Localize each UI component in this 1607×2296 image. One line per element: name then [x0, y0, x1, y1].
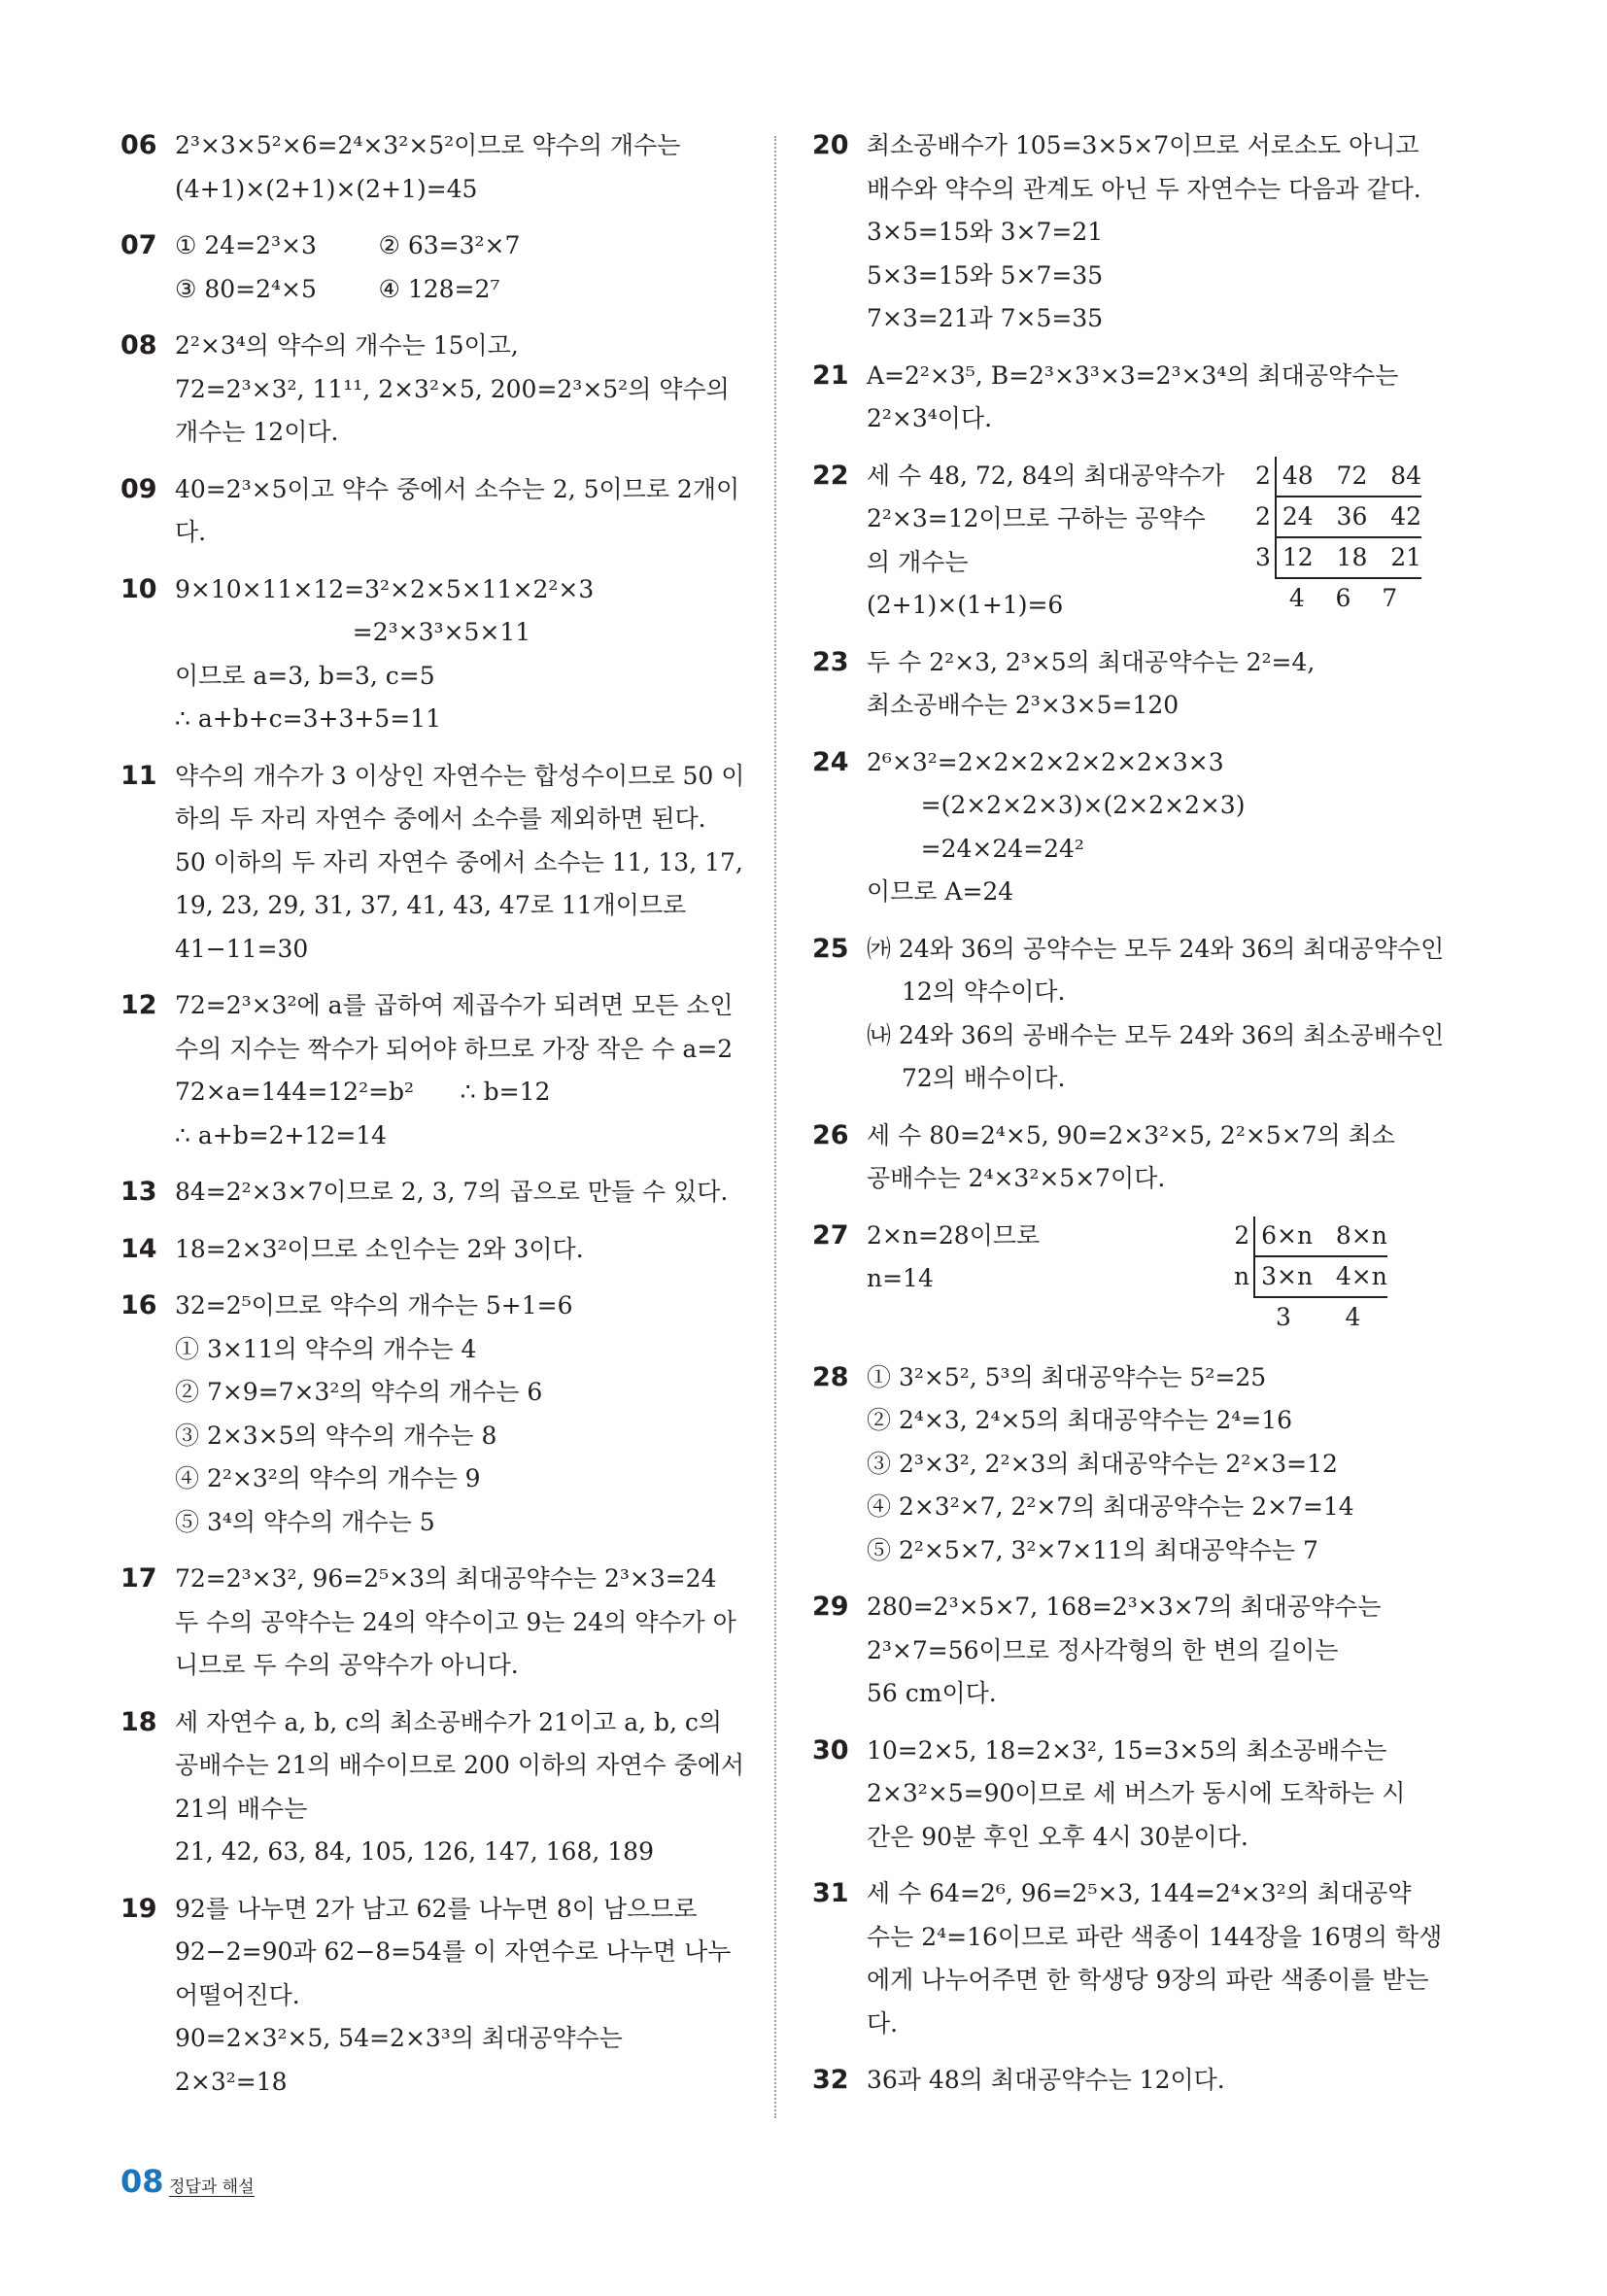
- problem-number: 28: [812, 1361, 849, 1392]
- divisor: [1228, 1297, 1254, 1337]
- problem-20: [812, 124, 1434, 341]
- solution-line: 2²×3⁴이다.: [867, 404, 993, 432]
- problem-29: [812, 1586, 1434, 1716]
- divisor: 3: [1255, 542, 1271, 571]
- solution-line: ③ 80=2⁴×5 ④ 128=2⁷: [175, 274, 500, 303]
- solution-line: 72×a=144=12²=b² ∴ b=12: [175, 1078, 551, 1106]
- problem-17: [120, 1558, 742, 1688]
- problem-number: 30: [812, 1734, 849, 1765]
- solution-line: 72=2³×3²에 a를 곱하여 제곱수가 되려면 모든 소인: [175, 991, 734, 1019]
- solution-line: 50 이하의 두 자리 자연수 중에서 소수는 11, 13, 17,: [175, 847, 743, 876]
- problem-22: [812, 455, 1434, 628]
- solution-line: ∴ a+b+c=3+3+5=11: [175, 704, 441, 733]
- problem-18: [120, 1701, 745, 1874]
- problem-14: [120, 1228, 742, 1272]
- problem-number: 29: [812, 1592, 849, 1622]
- divisor: [1249, 578, 1276, 618]
- problem-28: [812, 1356, 1434, 1573]
- solution-line: 12의 약수이다.: [902, 977, 1066, 1006]
- solution-line: =24×24=24²: [867, 834, 1084, 863]
- problem-08: [120, 325, 742, 455]
- solution-line: 어떨어진다.: [175, 1980, 300, 2009]
- solution-line: ④ 2²×3²의 약수의 개수는 9: [175, 1464, 481, 1492]
- solution-line: ① 3²×5², 5³의 최대공약수는 5²=25: [867, 1362, 1267, 1391]
- problem-26: [812, 1114, 1434, 1201]
- solution-line: 2×n=28이므로: [867, 1220, 1041, 1250]
- page-number: 08: [120, 2163, 164, 2200]
- footer-label: 정답과 해설: [169, 2177, 255, 2197]
- solution-line: 2²×3=12이므로 구하는 공약수: [867, 504, 1206, 532]
- quotient-row: 4 6 7: [1281, 583, 1398, 612]
- solution-line: 2³×7=56이므로 정사각형의 한 변의 길이는: [867, 1635, 1339, 1664]
- solution-line: 9×10×11×12=3²×2×5×11×2²×3: [175, 574, 595, 603]
- solution-line: 18=2×3²이므로 소인수는 2와 3이다.: [175, 1234, 584, 1263]
- solution-line: ∴ a+b=2+12=14: [175, 1120, 388, 1149]
- problem-09: [120, 468, 742, 555]
- solution-line: 92를 나누면 2가 남고 62를 나누면 8이 남으므로: [175, 1894, 698, 1923]
- solution-line: 니므로 두 수의 공약수가 아니다.: [175, 1651, 519, 1679]
- solution-line: 84=2²×3×7이므로 2, 3, 7의 곱으로 만들 수 있다.: [175, 1178, 729, 1206]
- solution-line: 90=2×3²×5, 54=2×3³의 최대공약수는: [175, 2024, 623, 2052]
- solution-line: 에게 나누어주면 한 학생당 9장의 파란 색종이를 받는: [867, 1966, 1429, 1994]
- solution-line: ③ 2³×3², 2²×3의 최대공약수는 2²×3=12: [867, 1449, 1338, 1478]
- solution-line: 세 수 48, 72, 84의 최대공약수가: [867, 461, 1225, 490]
- divisor: n: [1234, 1261, 1250, 1290]
- solution-line: 수는 2⁴=16이므로 파란 색종이 144장을 16명의 학생: [867, 1922, 1443, 1951]
- problem-23: [812, 641, 1434, 728]
- solution-line: =2³×3³×5×11: [175, 618, 531, 646]
- solution-line: 2³×3×5²×6=2⁴×3²×5²이므로 약수의 개수는: [175, 131, 681, 159]
- solution-line: 19, 23, 29, 31, 37, 41, 43, 47로 11개이므로: [175, 891, 687, 919]
- footer-underline: [169, 2196, 255, 2197]
- problem-number: 06: [120, 130, 157, 160]
- divisor: 2: [1255, 462, 1271, 490]
- problem-number: 10: [120, 573, 157, 604]
- problem-16: [120, 1285, 742, 1544]
- problem-number: 21: [812, 360, 849, 391]
- solution-line: 다.: [867, 2008, 899, 2038]
- problem-number: 25: [812, 933, 849, 964]
- solution-line: 다.: [175, 518, 207, 546]
- solution-line: 56 cm이다.: [867, 1679, 997, 1707]
- problem-27: [812, 1215, 1434, 1343]
- solution-line: ㈏ 24와 36의 공배수는 모두 24와 36의 최소공배수인: [867, 1020, 1445, 1049]
- solution-line: 간은 90분 후인 오후 4시 30분이다.: [867, 1822, 1248, 1851]
- solution-line: (2+1)×(1+1)=6: [867, 591, 1064, 619]
- solution-line: 21, 42, 63, 84, 105, 126, 147, 168, 189: [175, 1837, 654, 1866]
- problem-number: 22: [812, 460, 849, 491]
- solution-line: 두 수 2²×3, 2³×5의 최대공약수는 2²=4,: [867, 647, 1316, 676]
- problem-30: [812, 1730, 1434, 1860]
- solution-line: 이므로 a=3, b=3, c=5: [175, 661, 435, 690]
- solution-line: 72=2³×3², 11¹¹, 2×3²×5, 200=2³×5²의 약수의: [175, 374, 730, 403]
- solution-line: ① 24=2³×3 ② 63=3²×7: [175, 231, 521, 259]
- solution-line: A=2²×3⁵, B=2³×3³×3=2³×3⁴의 최대공약수는: [867, 360, 1399, 390]
- divisor: 2: [1234, 1221, 1250, 1250]
- problem-number: 07: [120, 230, 157, 260]
- solution-line: 공배수는 2⁴×3²×5×7이다.: [867, 1164, 1166, 1192]
- problem-21: [812, 355, 1434, 441]
- division-ladder-27: [1228, 1217, 1387, 1337]
- solution-line: 두 수의 공약수는 24의 약수이고 9는 24의 약수가 아: [175, 1607, 736, 1636]
- problem-number: 19: [120, 1893, 157, 1924]
- solution-line: ㈎ 24와 36의 공약수는 모두 24와 36의 최대공약수인: [867, 934, 1445, 963]
- solution-line: 5×3=15와 5×7=35: [867, 260, 1104, 290]
- solution-line: 72의 배수이다.: [902, 1064, 1066, 1092]
- divisor: 2: [1255, 501, 1271, 531]
- quotient-row: 48 72 84: [1276, 457, 1421, 497]
- solution-line: 2⁶×3²=2×2×2×2×2×2×3×3: [867, 747, 1224, 776]
- solution-line: ② 2⁴×3, 2⁴×5의 최대공약수는 2⁴=16: [867, 1406, 1293, 1434]
- solution-line: 36과 48의 최대공약수는 12이다.: [867, 2066, 1225, 2094]
- solution-line: 92−2=90과 62−8=54를 이 자연수로 나누면 나누: [175, 1937, 732, 1966]
- solution-line: 280=2³×5×7, 168=2³×3×7의 최대공약수는: [867, 1593, 1382, 1621]
- solution-line: 32=2⁵이므로 약수의 개수는 5+1=6: [175, 1291, 573, 1319]
- solution-line: (4+1)×(2+1)×(2+1)=45: [175, 174, 478, 203]
- solution-line: 세 자연수 a, b, c의 최소공배수가 21이고 a, b, c의: [175, 1707, 723, 1736]
- quotient-row: 3×n 4×n: [1254, 1256, 1387, 1297]
- problem-11: [120, 755, 745, 972]
- solution-line: 2×3²=18: [175, 2067, 288, 2096]
- solution-line: =(2×2×2×3)×(2×2×2×3): [867, 791, 1246, 819]
- solution-line: ① 3×11의 약수의 개수는 4: [175, 1334, 477, 1363]
- problem-19: [120, 1888, 742, 2105]
- solution-line: 2²×3⁴의 약수의 개수는 15이고,: [175, 331, 519, 360]
- solution-line: ③ 2×3×5의 약수의 개수는 8: [175, 1421, 497, 1450]
- solution-line: 72=2³×3², 96=2⁵×3의 최대공약수는 2³×3=24: [175, 1564, 717, 1593]
- problem-number: 14: [120, 1233, 157, 1264]
- problem-number: 16: [120, 1290, 157, 1320]
- problem-number: 12: [120, 990, 157, 1020]
- division-ladder-22: [1249, 457, 1421, 618]
- solution-line: 공배수는 21의 배수이므로 200 이하의 자연수 중에서: [175, 1751, 745, 1779]
- solution-line: 의 개수는: [867, 547, 969, 576]
- solution-line: 세 수 64=2⁶, 96=2⁵×3, 144=2⁴×3²의 최대공약: [867, 1879, 1412, 1907]
- problem-number: 31: [812, 1878, 849, 1908]
- solution-line: 10=2×5, 18=2×3², 15=3×5의 최소공배수는: [867, 1735, 1387, 1765]
- problem-13: [120, 1171, 742, 1215]
- solution-line: ⑤ 3⁴의 약수의 개수는 5: [175, 1507, 435, 1536]
- problem-25: [812, 928, 1445, 1101]
- problem-number: 23: [812, 646, 849, 677]
- quotient-row: 12 18 21: [1276, 537, 1421, 578]
- problem-32: [812, 2059, 1434, 2103]
- quotient-row: 3 4: [1260, 1302, 1361, 1331]
- quotient-row: 6×n 8×n: [1254, 1217, 1387, 1256]
- problem-number: 27: [812, 1219, 849, 1251]
- solution-line: 최소공배수는 2³×3×5=120: [867, 691, 1180, 719]
- column-divider: [774, 136, 776, 2118]
- problem-number: 26: [812, 1119, 849, 1150]
- problem-24: [812, 741, 1434, 914]
- solution-line: 7×3=21과 7×5=35: [867, 304, 1104, 332]
- problem-number: 09: [120, 473, 157, 504]
- solution-line: 이므로 A=24: [867, 877, 1014, 906]
- solution-line: n=14: [867, 1264, 934, 1292]
- problem-number: 17: [120, 1563, 157, 1593]
- problem-07: [120, 224, 742, 311]
- problem-number: 11: [120, 760, 157, 791]
- problem-31: [812, 1872, 1443, 2045]
- solution-line: ② 7×9=7×3²의 약수의 개수는 6: [175, 1378, 543, 1406]
- solution-line: 세 수 80=2⁴×5, 90=2×3²×5, 2²×5×7의 최소: [867, 1120, 1395, 1149]
- problem-number: 20: [812, 130, 849, 160]
- problem-number: 08: [120, 330, 157, 360]
- quotient-row: 24 36 42: [1276, 497, 1421, 537]
- solution-line: 배수와 약수의 관계도 아닌 두 자연수는 다음과 같다.: [867, 174, 1421, 203]
- problem-number: 32: [812, 2065, 849, 2095]
- solution-line: 수의 지수는 짝수가 되어야 하므로 가장 작은 수 a=2: [175, 1034, 734, 1063]
- solution-line: 약수의 개수가 3 이상인 자연수는 합성수이므로 50 이: [175, 761, 745, 790]
- solution-line: ④ 2×3²×7, 2²×7의 최대공약수는 2×7=14: [867, 1492, 1354, 1521]
- solution-line: 최소공배수가 105=3×5×7이므로 서로소도 아니고: [867, 131, 1419, 159]
- solution-line: 21의 배수는: [175, 1794, 308, 1823]
- problem-12: [120, 984, 742, 1157]
- problem-number: 24: [812, 746, 849, 777]
- left-column: [120, 124, 745, 2117]
- solution-line: 개수는 12이다.: [175, 418, 339, 446]
- solution-line: 40=2³×5이고 약수 중에서 소수는 2, 5이므로 2개이: [175, 474, 740, 503]
- problem-number: 13: [120, 1177, 157, 1207]
- solution-line: ⑤ 2²×5×7, 3²×7×11의 최대공약수는 7: [867, 1535, 1318, 1564]
- solution-line: 하의 두 자리 자연수 중에서 소수를 제외하면 된다.: [175, 805, 706, 833]
- problem-06: [120, 124, 742, 211]
- solution-line: 2×3²×5=90이므로 세 버스가 동시에 도착하는 시: [867, 1779, 1406, 1807]
- right-column: [812, 124, 1445, 2116]
- solution-line: 3×5=15와 3×7=21: [867, 218, 1104, 246]
- problem-10: [120, 568, 742, 741]
- problem-number: 18: [120, 1706, 157, 1737]
- solution-line: 41−11=30: [175, 934, 309, 963]
